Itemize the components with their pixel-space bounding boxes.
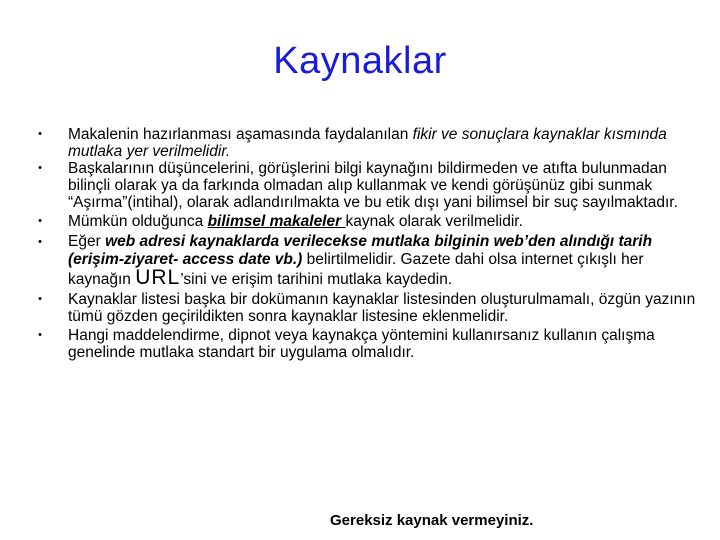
list-item (30, 213, 700, 230)
list-item (30, 291, 700, 325)
item-text: Mümkün olduğunca (68, 213, 208, 230)
item-text: Eğer (68, 233, 106, 250)
bullet-icon: • (38, 128, 42, 140)
item-text: Hangi maddelendirme, dipnot veya kaynakça yöntemini kullanırsanız kullanın çalışma genelinde mutlaka standart bir uygulama olmalıdır. (68, 327, 655, 361)
item-text: belirtilmelidir. Gazete dahi olsa internet çıkışlı her kaynağın (68, 251, 644, 288)
list-item (30, 233, 700, 289)
list-item (30, 160, 700, 211)
slide-title: Kaynaklar (273, 40, 447, 82)
item-text: Başkalarının düşüncelerini, görüşlerini bilgi kaynağını bildirmeden ve atıfta bulunmadan bilinçli olarak ya da farkında olmadan alıp kullanmak ve kendi görüşünüz gibi sunmak “Aşırma”(intihal), olarak adlandırılmakta ve bu etik dışı yani bilimsel bir suç sayılmaktadır. (68, 160, 678, 211)
item-text: kaynak olarak verilmelidir. (345, 213, 523, 230)
bullet-icon: • (38, 293, 42, 305)
item-text-emphasis: web adresi kaynaklarda verilecekse mutlaka bilginin web’den alındığı tarih (erişim-ziyaret- access date vb.) (68, 233, 653, 268)
item-text: Kaynaklar listesi başka bir dokümanın kaynaklar listesinden oluşturulmamalı, özgün yazının tümü gözden geçirildikten sonra kaynaklar listesine eklenmelidir. (68, 291, 696, 325)
bullet-icon: • (38, 329, 42, 341)
item-text-emphasis: bilimsel makaleler (207, 213, 346, 230)
item-text-italic: fikir ve sonuçlara kaynaklar kısmında mutlaka yer verilmelidir. (68, 126, 667, 160)
bullet-icon: • (38, 162, 42, 174)
bullet-list (30, 126, 700, 361)
item-text: ’sini ve erişim tarihini mutlaka kaydedin. (180, 271, 453, 288)
url-text: URL (135, 266, 181, 289)
list-item (30, 126, 700, 160)
list-item (30, 327, 700, 361)
bullet-icon: • (38, 236, 42, 248)
bullet-icon: • (38, 215, 42, 227)
item-text: Makalenin hazırlanması aşamasında faydalanılan (68, 126, 413, 143)
footer-note: Gereksiz kaynak vermeyiniz. (330, 512, 534, 529)
